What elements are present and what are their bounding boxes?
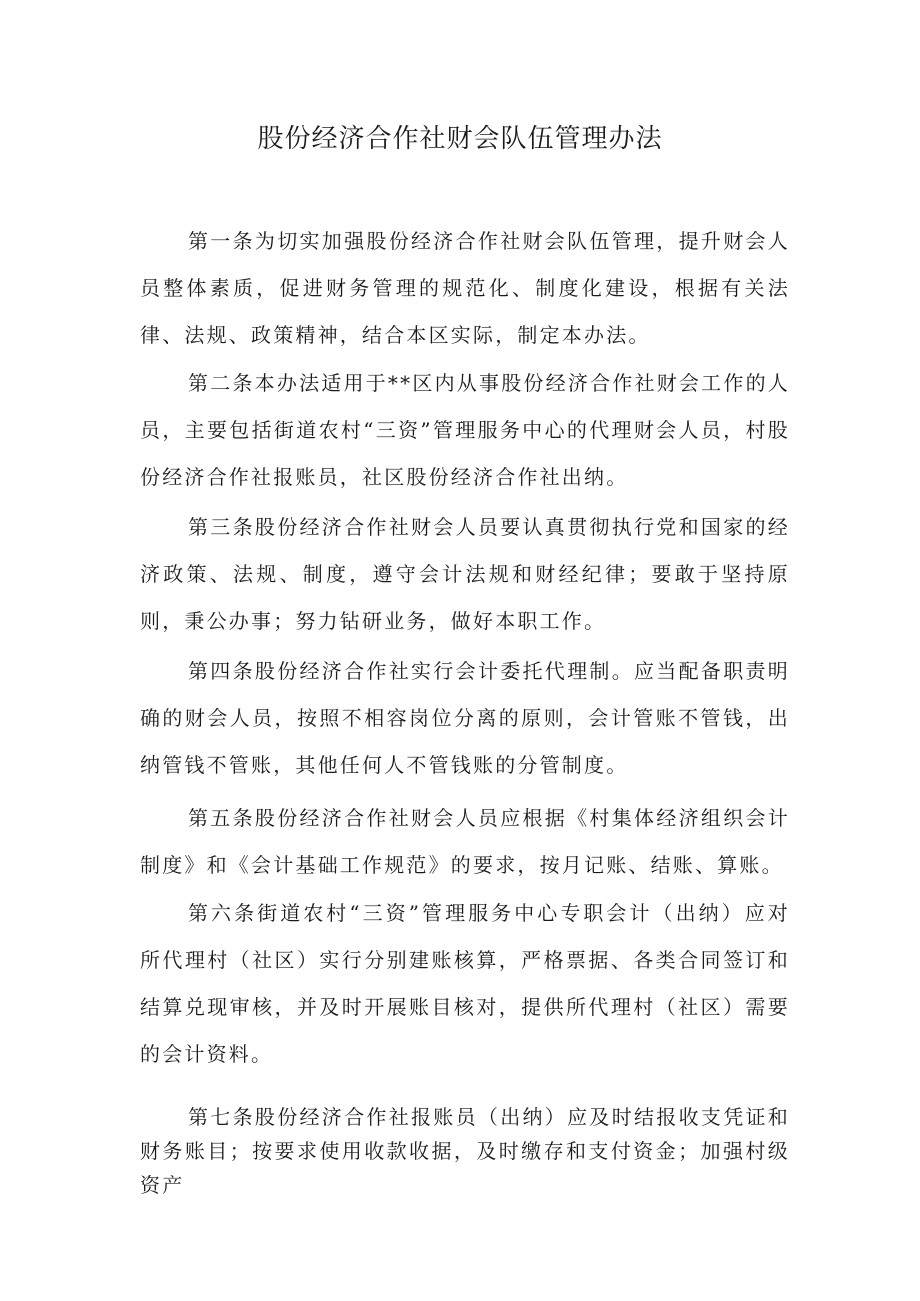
article-6: 第六条街道农村“三资”管理服务中心专职会计（出纳）应对所代理村（社区）实行分别建账核算，严格票据、各类合同签订和结算兑现审核，并及时开展账目核对，提供所代理村（社区）需要的会计资料。 xyxy=(140,901,790,1066)
article-7: 第七条股份经济合作社报账员（出纳）应及时结报收支凭证和财务账目；按要求使用收款收据，及时缴存和支付资金；加强村级资产 xyxy=(140,1105,790,1197)
article-2: 第二条本办法适用于**区内从事股份经济合作社财会工作的人员，主要包括街道农村“三资”管理服务中心的代理财会人员，村股份经济合作社报账员，社区股份经济合作社出纳。 xyxy=(140,371,790,489)
article-1: 第一条为切实加强股份经济合作社财会队伍管理，提升财会人员整体素质，促进财务管理的规范化、制度化建设，根据有关法律、法规、政策精神，结合本区实际，制定本办法。 xyxy=(140,229,790,347)
article-4: 第四条股份经济合作社实行会计委托代理制。应当配备职责明确的财会人员，按照不相容岗位分离的原则，会计管账不管钱，出纳管钱不管账，其他任何人不管钱账的分管制度。 xyxy=(140,659,790,777)
article-5: 第五条股份经济合作社财会人员应根据《村集体经济组织会计制度》和《会计基础工作规范》的要求，按月记账、结账、算账。 xyxy=(140,806,790,877)
document-title: 股份经济合作社财会队伍管理办法 xyxy=(257,124,663,154)
article-3: 第三条股份经济合作社财会人员要认真贯彻执行党和国家的经济政策、法规、制度，遵守会计法规和财经纪律；要敢于坚持原则，秉公办事；努力钻研业务，做好本职工作。 xyxy=(140,515,790,633)
